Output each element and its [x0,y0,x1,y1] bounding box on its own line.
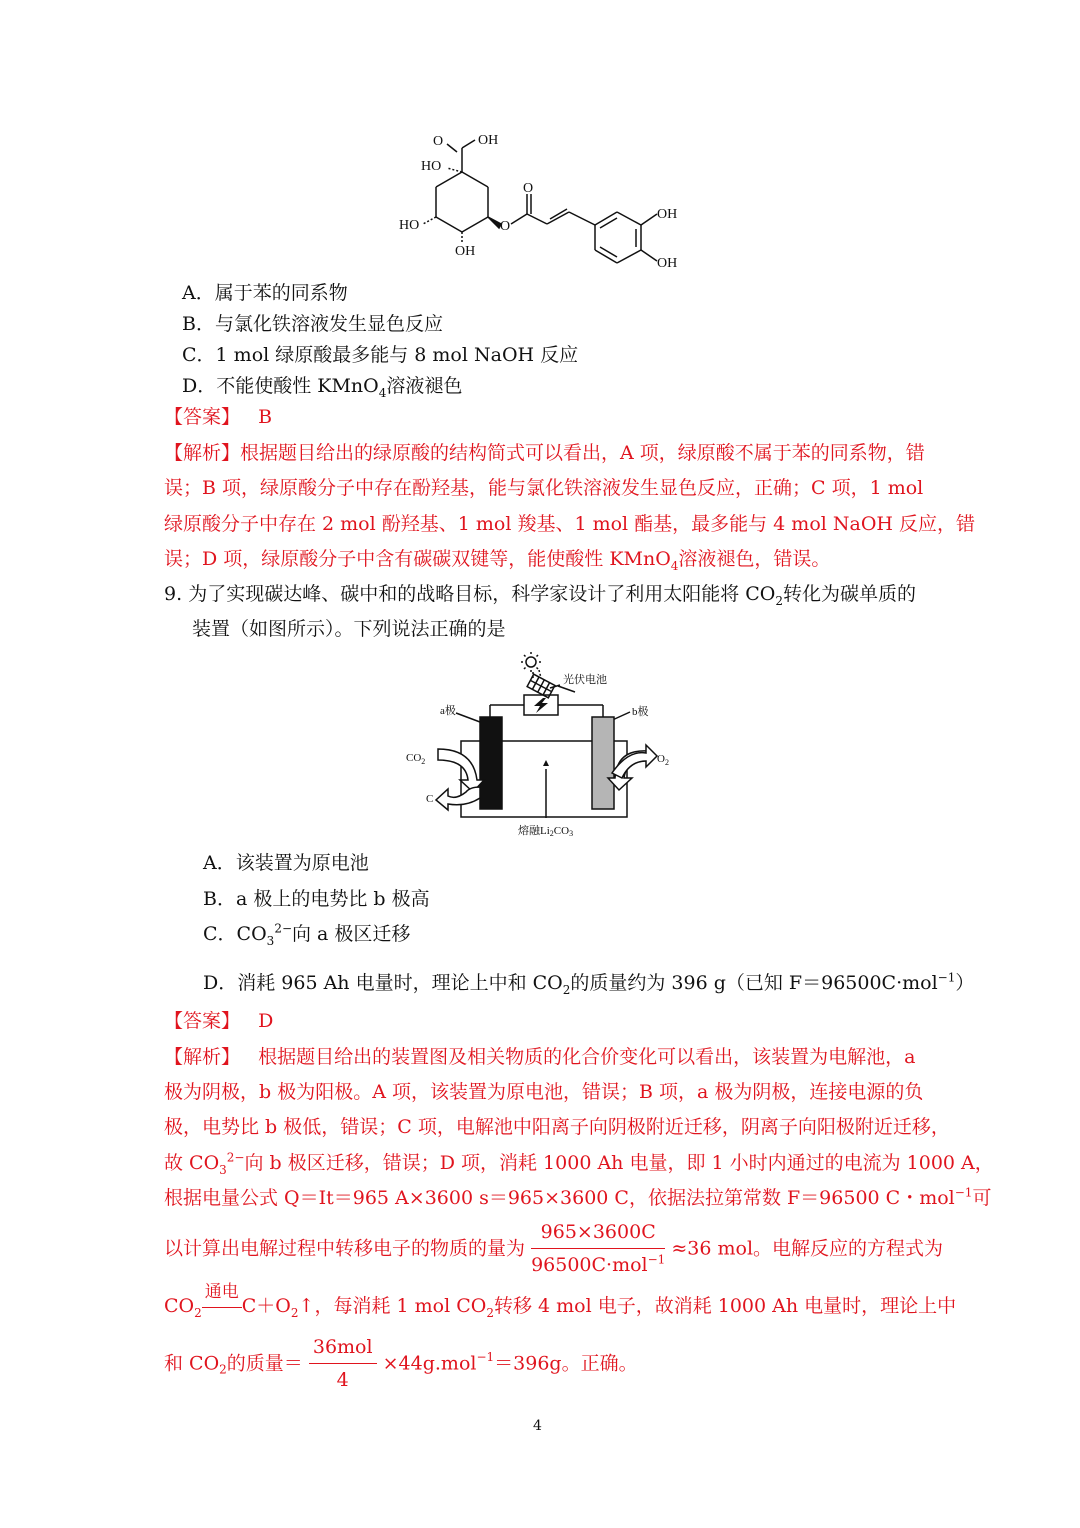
electrolyte-label: 熔融Li2CO3 [518,825,574,838]
q8-option-a: A．属于苯的同系物 [182,282,348,304]
mol-label: O [523,181,534,196]
mol-label: OH [657,256,678,271]
q8-option-d: D．不能使酸性 KMnO$_4$溶液褪色 [182,375,463,400]
q8-analysis-line: 【解析】根据题目给出的绿原酸的结构简式可以看出，A 项，绿原酸不属于苯的同系物，错 [164,442,925,464]
q9-option-d: D．消耗 965 Ah 电量时，理论上中和 $CO_2$的质量约为 396 g（已知 F＝96500C·mol$^{-1}$） [203,970,975,997]
q8-analysis-line: 误；B 项，绿原酸分子中存在酚羟基，能与氯化铁溶液发生显色反应，正确；C 项，1 mol [164,477,924,499]
fraction: $\frac{\text{36mol}}{4}$ [309,1333,377,1394]
mol-label: O [433,134,444,149]
reaction-condition: 通电 [204,1282,239,1302]
q9-analysis-fraction-line: 以计算出电解过程中转移电子的物质的量为 $\frac{965\times 3600C}{96500C\cdot mol^{-1}}$ ≈36 mol。电解反应的方程式为 [164,1218,943,1279]
mol-label: HO [421,159,442,174]
o2-label: $O_2$ [657,753,669,767]
fraction: $\frac{965\times 3600C}{96500C\cdot mol^{-1}}$ [531,1218,665,1279]
q9-option-c: C．$CO_3^{2-}$向 a 极区迁移 [203,921,411,948]
a-electrode-label: a极 [440,705,456,717]
q9-mass-line: 和 $CO_2$的质量＝ $\frac{\text{36mol}}{4}$ ×44g.mol$^{-1}$＝396g。正确。 [164,1333,638,1394]
q9-analysis-line: 极为阴极，b 极为阳极。A 项，该装置为原电池，错误；B 项，a 极为阴极，连接电源的负 [164,1081,924,1103]
chlorogenic-acid-structure [395,128,695,276]
q9-analysis-line: 故 $CO_3^{2-}$向 b 极区迁移，错误；D 项，消耗 1000 Ah 电量，即 1 小时内通过的电流为 1000 A， [164,1150,994,1177]
mol-label: HO [399,218,420,233]
q9-answer: 【答案】 D [164,1010,274,1032]
mol-label: OH [455,244,476,259]
co2-label: $CO_2$ [406,752,426,766]
q8-analysis-line: 绿原酸分子中存在 2 mol 酚羟基、1 mol 羧基、1 mol 酯基，最多能与 4 mol NaOH 反应，错 [164,513,976,535]
electrolysis-diagram [398,650,688,842]
q8-analysis-line: 误；D 项，绿原酸分子中含有碳碳双键等，能使酸性 KMnO$_4$溶液褪色，错误。 [164,548,831,573]
pv-label: 光伏电池 [563,674,607,686]
carbon-label: C [426,793,434,805]
q9-stem-line2: 装置（如图所示）。下列说法正确的是 [192,618,506,640]
mol-label: OH [478,133,499,148]
mol-label: O [500,219,511,234]
q9-stem: 9. 为了实现碳达峰、碳中和的战略目标，科学家设计了利用太阳能将 $CO_2$转化为碳单质的 [164,583,916,608]
q8-option-b: B．与氯化铁溶液发生显色反应 [182,313,443,335]
mol-label: OH [657,207,678,222]
b-electrode-label: b极 [632,706,649,718]
sun-icon [521,652,541,672]
q8-answer: 【答案】 B [164,406,273,428]
q8-option-c: C．1 mol 绿原酸最多能与 8 mol NaOH 反应 [182,344,579,366]
q9-analysis-line: 根据电量公式 Q＝It＝965 A×3600 s＝965×3600 C，依据法拉第常数 F＝96500 C・mol$^{-1}$可 [164,1185,992,1209]
q9-option-b: B．a 极上的电势比 b 极高 [203,888,430,910]
q9-analysis-line: 极，电势比 b 极低，错误；C 项，电解池中阳离子向阴极附近迁移，阴离子向阳极附近迁移， [164,1116,950,1138]
q9-option-a: A．该装置为原电池 [203,852,369,874]
lightning-icon [534,698,548,713]
q9-equation-line: $CO_2$ 通电 $C+O_2↑$，每消耗 1 mol $CO_2$转移 4 mol 电子，故消耗 1000 Ah 电量时，理论上中 [164,1282,957,1320]
page-number: 4 [533,1418,542,1434]
q9-analysis-line: 【解析】 根据题目给出的装置图及相关物质的化合价变化可以看出，该装置为电解池，a [164,1046,916,1068]
